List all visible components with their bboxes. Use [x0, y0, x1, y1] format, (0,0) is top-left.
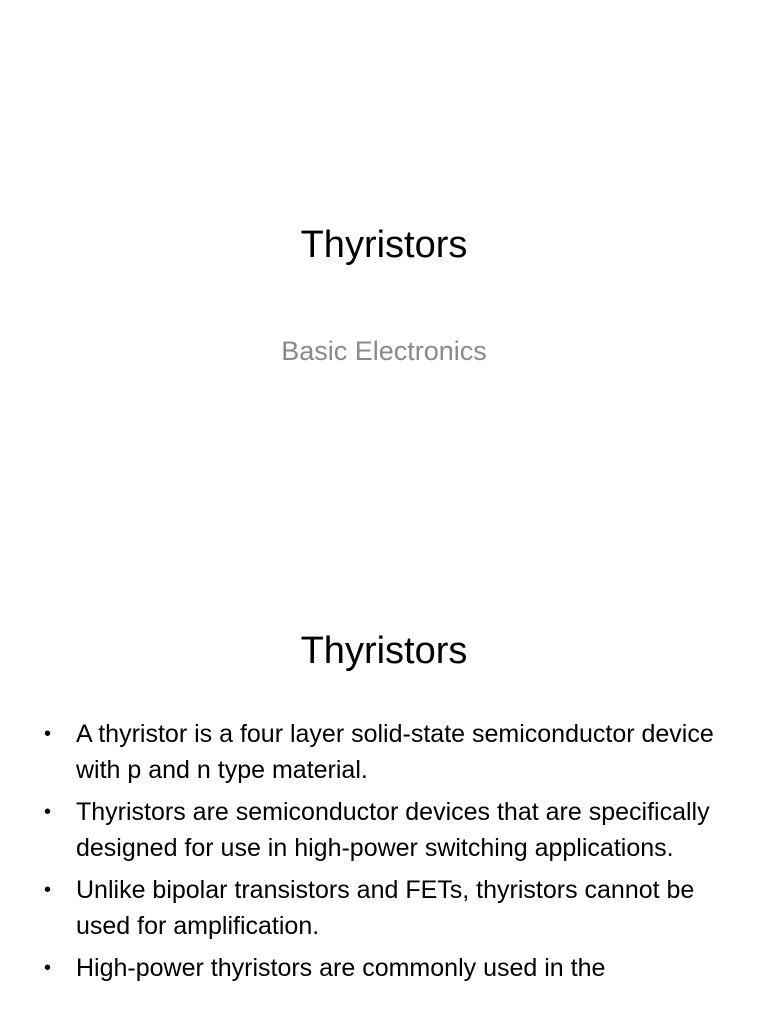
slide-title: Thyristors [300, 630, 468, 672]
bullet-item [42, 794, 722, 866]
bullet-text: A thyristor is a four layer solid-state semiconductor device with p and n type material. [76, 720, 714, 784]
bullet-icon: • [44, 957, 52, 979]
bullet-item [42, 950, 722, 986]
bullet-item [42, 872, 722, 944]
slide-subtitle: Basic Electronics [281, 336, 487, 366]
bullet-list [42, 716, 722, 992]
bullet-text: Thyristors are semiconductor devices that are specifically designed for use in high-power switching applications. [76, 798, 710, 862]
slide-title: Thyristors [300, 224, 468, 266]
bullet-text: Unlike bipolar transistors and FETs, thyristors cannot be used for amplification. [76, 876, 695, 940]
bullet-text: High-power thyristors are commonly used in the [76, 954, 606, 982]
bullet-icon: • [44, 723, 52, 745]
bullet-item [42, 716, 722, 788]
bullet-icon: • [44, 801, 52, 823]
content-slide [0, 576, 768, 1024]
bullet-icon: • [44, 879, 52, 901]
